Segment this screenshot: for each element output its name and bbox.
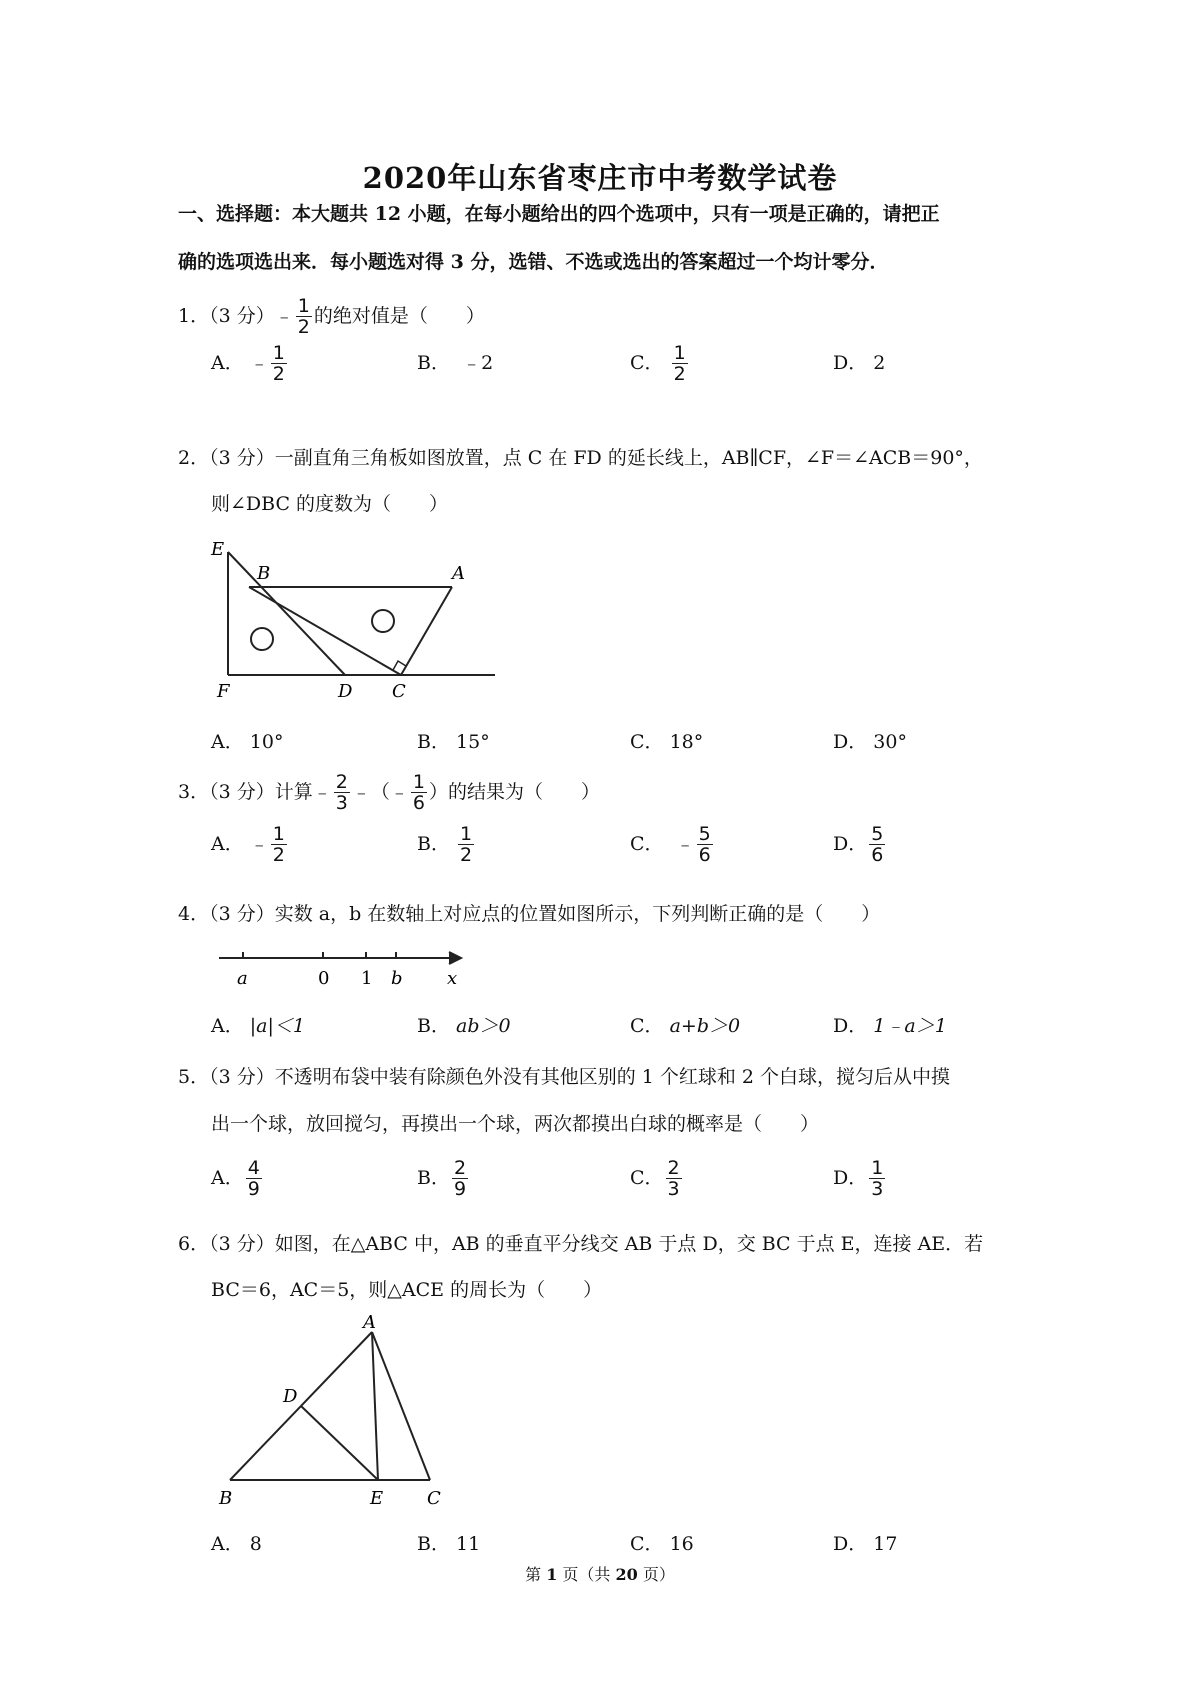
question-6-stem-line2: BC＝6，AC＝5，则△ACE 的周长为（ ） [211,1279,603,1301]
axis-label-1: 1 [361,968,373,989]
label-B: B [219,1488,233,1509]
q4-number-line [215,940,475,992]
label-B: B [257,563,271,584]
axis-label-0: 0 [318,968,330,989]
axis-label-b: b [391,968,403,989]
page-title: 2020年山东省枣庄市中考数学试卷 [362,161,838,195]
label-A: A [363,1312,376,1333]
question-3-stem: 3．（3 分）计算 ﹣ $\frac{2}{3}$ ﹣（﹣ $\frac{1}{6}$ ）的结果为（ ） [178,770,600,814]
q6-figure [205,1310,465,1525]
label-D: D [338,681,353,702]
q3-option-c: C． ﹣ $\frac{5}{6}$ [630,822,711,866]
q2-figure [205,535,505,710]
question-5-stem-line1: 5．（3 分）不透明布袋中装有除颜色外没有其他区别的 1 个红球和 2 个白球，搅匀后从中摸 [178,1066,951,1088]
label-D: D [283,1386,298,1407]
section-line-2: 确的选项选出来．每小题选对得 3 分，选错、不选或选出的答案超过一个均计零分． [178,251,889,273]
page-number: 1 [546,1565,558,1584]
q1-option-a: A． ﹣ $\frac{1}{2}$ [211,341,285,385]
q4-option-c: C． a+b＞0 [630,1015,741,1037]
q3-option-a: A． ﹣ $\frac{1}{2}$ [211,822,285,866]
label-F: F [217,681,230,702]
label-A: A [452,563,465,584]
q5-option-a: A． $\frac{4}{9}$ [211,1156,260,1200]
page-footer: 第 1 页（共 20 页） [525,1565,675,1584]
q2-option-a: A． 10° [211,731,284,753]
q1-option-c: C． $\frac{1}{2}$ [630,341,686,385]
axis-label-x: x [447,968,458,989]
label-E: E [211,539,225,560]
q2-option-d: D． 30° [833,731,907,753]
q3-option-b: B． $\frac{1}{2}$ [417,822,473,866]
section-heading [178,190,1038,286]
label-C: C [427,1488,441,1509]
question-6-stem-line1: 6．（3 分）如图，在△ABC 中，AB 的垂直平分线交 AB 于点 D，交 BC 于点 E，连接 AE．若 [178,1233,984,1255]
q3-fraction-1: $\frac{2}{3}$ [335,770,348,814]
q2-option-b: B． 15° [417,731,490,753]
q1-option-b: B． ﹣2 [417,352,494,374]
question-4-stem: 4．（3 分）实数 a，b 在数轴上对应点的位置如图所示，下列判断正确的是（ ） [178,903,881,925]
label-E: E [370,1488,384,1509]
q6-option-a: A． 8 [211,1533,262,1555]
q1-fraction: $\frac{1}{2}$ [297,294,310,338]
q4-option-b: B． ab＞0 [417,1015,511,1037]
question-2-stem-line2: 则∠DBC 的度数为（ ） [211,493,449,515]
q6-option-b: B． 11 [417,1533,481,1555]
q4-option-d: D． 1﹣a＞1 [833,1015,947,1037]
q1-suffix: 的绝对值是（ ） [313,305,485,327]
q3-option-d: D． $\frac{5}{6}$ [833,822,884,866]
q1-option-d: D． 2 [833,352,886,374]
q2-option-c: C． 18° [630,731,704,753]
section-line-1: 一、选择题：本大题共 12 小题，在每小题给出的四个选项中，只有一项是正确的，请把正 [178,203,940,225]
q6-option-d: D． 17 [833,1533,898,1555]
page-total: 20 [615,1565,638,1584]
q3-fraction-2: $\frac{1}{6}$ [412,770,425,814]
question-2-stem-line1: 2．（3 分）一副直角三角板如图放置，点 C 在 FD 的延长线上，AB∥CF，∠F＝∠ACB＝90°， [178,447,983,469]
q1-prefix: 1．（3 分） [178,305,275,327]
question-1-stem [178,288,1038,344]
label-C: C [392,681,406,702]
axis-label-a: a [237,968,248,989]
q4-option-a: A． |a|＜1 [211,1015,306,1037]
q1-sign: ﹣ [274,305,294,327]
q5-option-c: C． $\frac{2}{3}$ [630,1156,680,1200]
question-5-stem-line2: 出一个球，放回搅匀，再摸出一个球，两次都摸出白球的概率是（ ） [211,1113,820,1135]
q5-option-d: D． $\frac{1}{3}$ [833,1156,884,1200]
q5-option-b: B． $\frac{2}{9}$ [417,1156,467,1200]
q6-option-c: C． 16 [630,1533,694,1555]
